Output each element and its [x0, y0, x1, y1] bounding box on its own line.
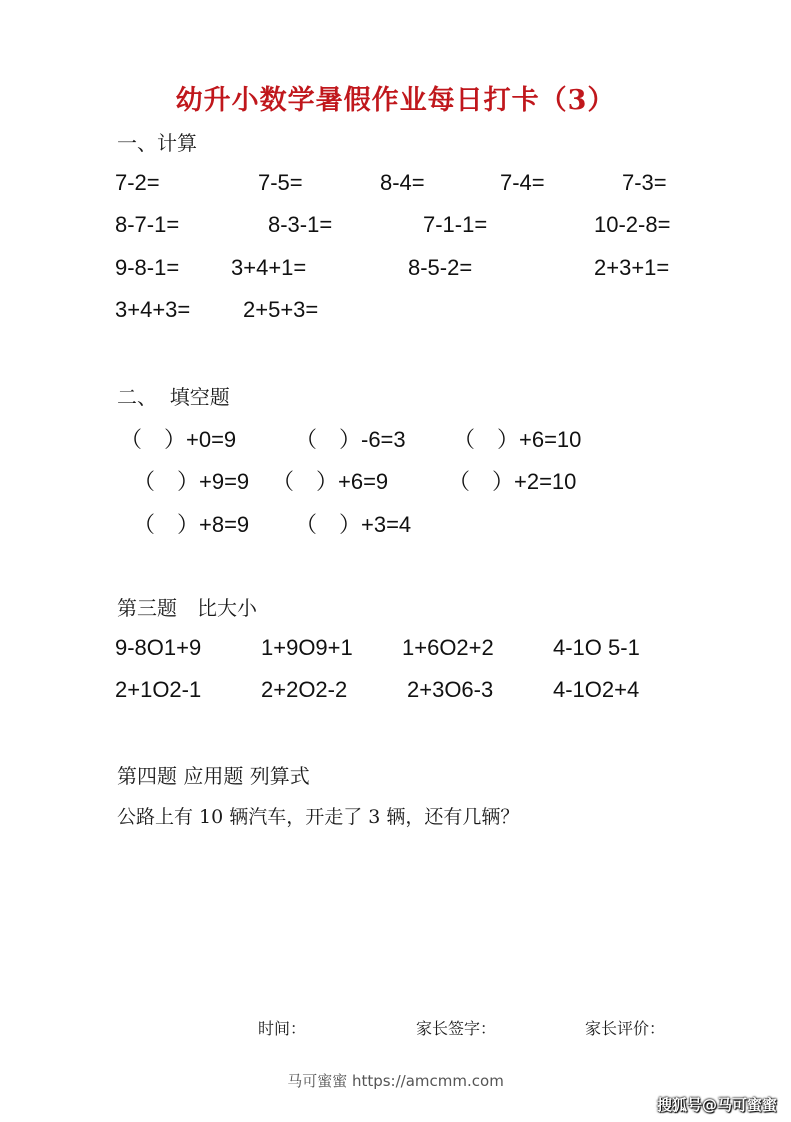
calc-item: 7-2=: [115, 170, 160, 195]
fill-blank-item: （ ）+8=9: [133, 512, 250, 537]
calc-item: 3+4+1=: [231, 255, 307, 280]
fill-blank-item: （ ）-6=3: [295, 427, 406, 452]
fill-blank-item: （ ）+2=10: [448, 469, 577, 494]
compare-item: 9-8O1+9: [115, 635, 202, 660]
calc-item: 8-4=: [380, 170, 425, 195]
calc-item: 8-5-2=: [408, 255, 473, 280]
parent-signature-label: 家长签字：: [416, 1019, 497, 1038]
time-label: 时间：: [258, 1019, 307, 1038]
compare-item: 1+6O2+2: [402, 635, 494, 660]
section-3-heading: 第三题 比大小: [117, 596, 257, 620]
calc-item: 7-4=: [500, 170, 545, 195]
section-2-heading: 二、 填空题: [117, 385, 230, 409]
section-1-heading: 一、计算: [117, 131, 197, 155]
fill-blank-item: （ ）+0=9: [120, 427, 237, 452]
calc-item: 3+4+3=: [115, 297, 191, 322]
watermark: 搜狐号@马可蜜蜜: [656, 1096, 777, 1114]
fill-blank-item: （ ）+6=10: [453, 427, 582, 452]
compare-item: 2+2O2-2: [261, 677, 348, 702]
parent-evaluation-label: 家长评价：: [585, 1019, 666, 1038]
compare-item: 2+3O6-3: [407, 677, 494, 702]
fill-blank-item: （ ）+3=4: [295, 512, 412, 537]
calc-item: 7-3=: [622, 170, 667, 195]
calc-item: 2+3+1=: [594, 255, 670, 280]
compare-item: 1+9O9+1: [261, 635, 353, 660]
page-title: 幼升小数学暑假作业每日打卡（3）: [175, 85, 616, 116]
calc-item: 9-8-1=: [115, 255, 180, 280]
calc-item: 7-1-1=: [423, 212, 488, 237]
compare-item: 4-1O 5-1: [553, 635, 640, 660]
section-4-heading: 第四题 应用题 列算式: [117, 764, 310, 788]
word-problem-question: 公路上有 10 辆汽车，开走了 3 辆，还有几辆？: [117, 806, 520, 828]
calc-item: 8-3-1=: [268, 212, 333, 237]
source-text: 马可蜜蜜 https://amcmm.com: [287, 1072, 504, 1090]
calc-item: 2+5+3=: [243, 297, 319, 322]
calc-item: 8-7-1=: [115, 212, 180, 237]
fill-blank-item: （ ）+6=9: [272, 469, 389, 494]
compare-item: 4-1O2+4: [553, 677, 640, 702]
compare-item: 2+1O2-1: [115, 677, 202, 702]
fill-blank-item: （ ）+9=9: [133, 469, 250, 494]
calc-item: 7-5=: [258, 170, 303, 195]
calc-item: 10-2-8=: [594, 212, 671, 237]
